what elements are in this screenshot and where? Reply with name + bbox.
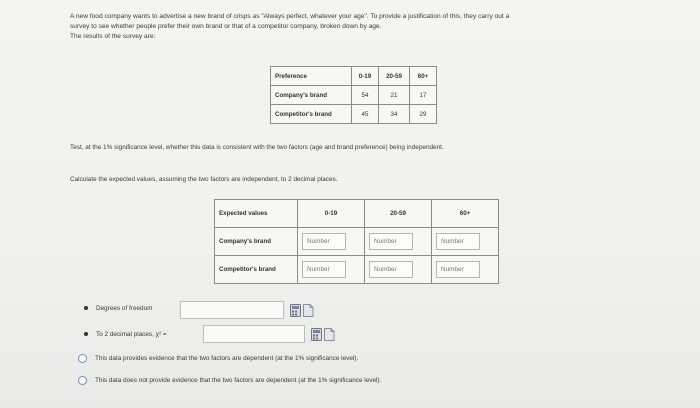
expected-competitor-0-19-input[interactable]: Number (302, 261, 346, 278)
chi-square-tools (311, 328, 335, 341)
expected-header-age-60-plus: 60+ (432, 200, 499, 228)
expected-header-age-20-59: 20-59 (365, 200, 432, 228)
expected-competitor-60-plus-input[interactable]: Number (436, 261, 480, 278)
expected-values-instruction: Calculate the expected values, assuming the two factors are independent, to 2 decimal places. (70, 176, 338, 183)
chi-square-input[interactable] (203, 325, 305, 343)
survey-results-table (270, 66, 437, 124)
expected-company-60-plus-input[interactable]: Number (436, 233, 480, 250)
survey-cell: 34 (379, 105, 410, 124)
chi-square-item (84, 331, 167, 338)
expected-row-label: Competitor's brand (215, 256, 298, 284)
expected-cell (298, 256, 365, 284)
expected-header-title: Expected values (215, 200, 298, 228)
expected-header-row (215, 200, 499, 228)
bullet-dot (84, 332, 88, 336)
dof-input[interactable] (180, 301, 284, 319)
survey-cell: 17 (410, 86, 437, 105)
document-icon[interactable] (325, 329, 335, 341)
survey-row-competitor (271, 105, 437, 124)
survey-header-preference: Preference (271, 67, 352, 86)
chi-square-label: To 2 decimal places, χ² = (96, 331, 167, 338)
survey-cell: 54 (352, 86, 379, 105)
calculator-icon[interactable] (312, 329, 322, 341)
expected-cell (365, 228, 432, 256)
dof-label: Degrees of freedom (96, 305, 153, 312)
option-label: This data provides evidence that the two factors are dependent (at the 1% significance level). (95, 355, 359, 363)
expected-cell (432, 256, 499, 284)
survey-header-age-0-19: 0-19 (352, 67, 379, 86)
expected-row-competitor (215, 256, 499, 284)
survey-header-row (271, 67, 437, 86)
survey-cell: 45 (352, 105, 379, 124)
question-intro (70, 12, 680, 42)
survey-row-label: Competitor's brand (271, 105, 352, 124)
expected-competitor-20-59-input[interactable]: Number (369, 261, 413, 278)
dof-item (84, 305, 152, 312)
expected-row-label: Company's brand (215, 228, 298, 256)
test-instruction: Test, at the 1% significance level, whether this data is consistent with the two factors (age and brand preference) being independent. (70, 144, 444, 151)
document-icon[interactable] (304, 305, 314, 317)
survey-cell: 21 (379, 86, 410, 105)
option-not-dependent[interactable] (78, 376, 381, 385)
intro-line-3: The results of the survey are: (70, 33, 156, 40)
expected-row-company (215, 228, 499, 256)
radio-button[interactable] (78, 354, 87, 363)
expected-cell (298, 228, 365, 256)
expected-cell (432, 228, 499, 256)
survey-row-label: Company's brand (271, 86, 352, 105)
expected-values-table (214, 199, 499, 284)
expected-company-20-59-input[interactable]: Number (369, 233, 413, 250)
radio-button[interactable] (78, 376, 87, 385)
option-label: This data does not provide evidence that the two factors are dependent (at the 1% significance level). (95, 377, 382, 385)
survey-header-age-60-plus: 60+ (410, 67, 437, 86)
option-dependent[interactable] (78, 354, 358, 363)
intro-line-2: survey to see whether people prefer their own brand or that of a competitor company, broken down by age. (70, 23, 382, 30)
dof-tools (290, 304, 314, 317)
expected-company-0-19-input[interactable]: Number (302, 233, 346, 250)
survey-cell: 29 (410, 105, 437, 124)
calculator-icon[interactable] (291, 305, 301, 317)
intro-line-1: A new food company wants to advertise a new brand of crisps as "Always perfect, whatever your age". To provide a justification of this, they carry out a (70, 13, 510, 20)
survey-row-company (271, 86, 437, 105)
bullet-dot (84, 306, 88, 310)
expected-header-age-0-19: 0-19 (298, 200, 365, 228)
expected-cell (365, 256, 432, 284)
survey-header-age-20-59: 20-59 (379, 67, 410, 86)
